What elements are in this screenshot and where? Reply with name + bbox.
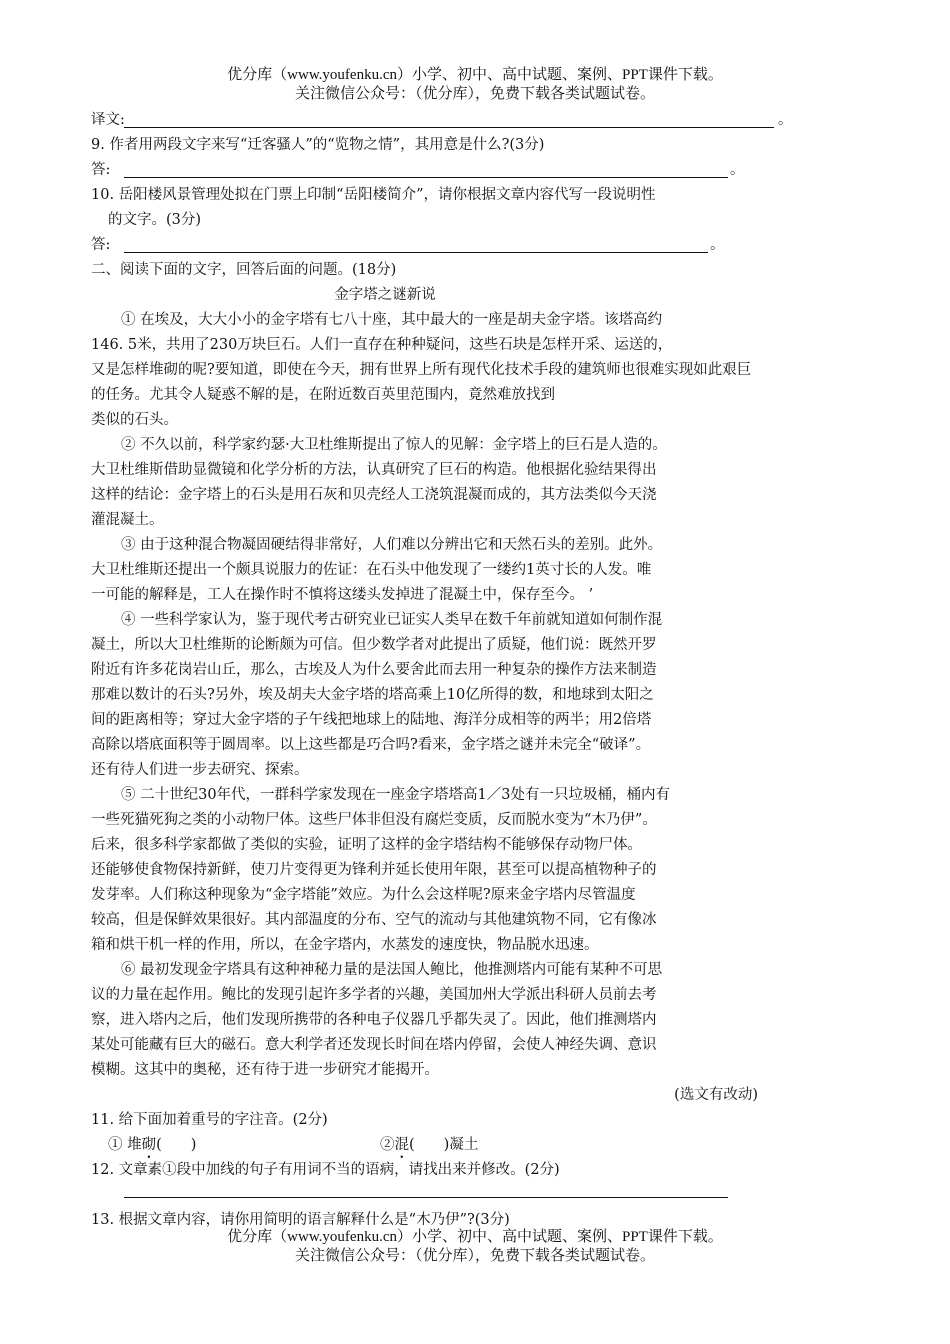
q9-answer-line (124, 177, 728, 178)
article-line: ② 不久以前，科学家约瑟·大卫杜维斯提出了惊人的见解：金字塔上的巨石是人造的。 (121, 437, 667, 453)
article-line: 附近有许多花岗岩山丘，那么，古埃及人为什么要舍此而去用一种复杂的操作方法来制造 (91, 662, 657, 678)
header-line-2: 关注微信公众号：（优分库），免费下载各类试题试卷。 (294, 86, 655, 102)
article-line: ① 在埃及，大大小小的金字塔有七八十座，其中最大的一座是胡夫金字塔。该塔高约 (121, 312, 663, 328)
article-title: 金字塔之谜新说 (334, 287, 436, 303)
q11-b-blank[interactable]: ( ) (409, 1137, 450, 1153)
article-line: ④ 一些科学家认为，鉴于现代考古研究业已证实人类早在数千年前就知道如何制作混 (121, 612, 663, 628)
q11-b-after: 凝土 (449, 1137, 479, 1153)
translation-answer-line (124, 127, 774, 128)
article-line: 还能够使食物保持新鲜，使刀片变得更为锋利并延长使用年限，甚至可以提高植物种子的 (91, 862, 657, 878)
article-line: 箱和烘干机一样的作用，所以，在金字塔内，水蒸发的速度快，物品脱水迅速。 (91, 937, 599, 953)
question-11: 11. 给下面加着重号的字注音。(2分) (91, 1112, 328, 1128)
article-line: 某处可能藏有巨大的磁石。意大利学者还发现长时间在塔内停留，会使人神经失调、意识 (91, 1037, 657, 1053)
article-line: 高除以塔底面积等于圆周率。以上这些都是巧合吗?看来，金字塔之谜并未完全“破译”。 (91, 737, 651, 753)
article-line: 大卫杜维斯借助显微镜和化学分析的方法，认真研究了巨石的构造。他根据化验结果得出 (91, 462, 657, 478)
question-13: 13. 根据文章内容，请你用简明的语言解释什么是“木乃伊”?(3分) (91, 1212, 510, 1228)
question-10-line-2: 的文字。(3分) (108, 212, 202, 228)
article-line: 较高，但是保鲜效果很好。其内部温度的分布、空气的流动与其他建筑物不同，它有像冰 (91, 912, 657, 928)
article-line: 这样的结论：金字塔上的石头是用石灰和贝壳经人工浇筑混凝而成的，其方法类似今天浇 (91, 487, 657, 503)
article-line: 模糊。这其中的奥秘，还有待于进一步研究才能揭开。 (91, 1062, 439, 1078)
q9-answer-end: 。 (730, 162, 745, 178)
article-line: ⑥ 最初发现金字塔具有这种神秘力量的是法国人鲍比，他推测塔内可能有某种不可思 (121, 962, 663, 978)
translation-end: 。 (778, 112, 793, 128)
article-line: 发芽率。人们称这种现象为“金字塔能”效应。为什么会这样呢?原来金字塔内尽管温度 (91, 887, 636, 903)
header-line-1: 优分库（www.youfenku.cn）小学、初中、高中试题、案例、PPT课件下载。 (227, 67, 723, 83)
section-2-heading: 二、阅读下面的文字，回答后面的问题。(18分) (91, 262, 397, 278)
article-line: 灌混凝土。 (91, 512, 164, 528)
article-line: 大卫杜维斯还提出一个颇具说服力的佐证：在石头中他发现了一缕约1英寸长的人发。唯 (91, 562, 652, 578)
page-footer (0, 1228, 950, 1266)
article-line: 类似的石头。 (91, 412, 178, 428)
q11-b-number: ② (380, 1137, 395, 1153)
q11-a-number: ① (108, 1137, 123, 1153)
article-line: 146. 5米，共用了230万块巨石。人们一直存在种种疑问，这些石块是怎样开采、运送的， (91, 337, 673, 353)
q11-b-emphasized-char: 混 (394, 1137, 409, 1153)
article-line: ③ 由于这种混合物凝固硬结得非常好，人们难以分辨出它和天然石头的差别。此外。 (121, 537, 663, 553)
q11-item-a (108, 1136, 196, 1154)
footer-line-1: 优分库（www.youfenku.cn）小学、初中、高中试题、案例、PPT课件下载。 (227, 1229, 723, 1245)
q11-a-before: 堆 (127, 1137, 142, 1153)
question-10-line-1: 10. 岳阳楼风景管理处拟在门票上印制“岳阳楼简介”，请你根据文章内容代写一段说明性 (91, 187, 656, 203)
q10-answer-label: 答: (91, 237, 111, 253)
q11-item-b (380, 1136, 478, 1154)
q10-answer-line (124, 252, 708, 253)
article-line: 议的力量在起作用。鲍比的发现引起许多学者的兴趣，美国加州大学派出科研人员前去考 (91, 987, 657, 1003)
article-line: 后来，很多科学家都做了类似的实验，证明了这样的金字塔结构不能够保存动物尸体。 (91, 837, 642, 853)
article-line: 那难以数计的石头?另外，埃及胡夫大金字塔的塔高乘上10亿所得的数，和地球到太阳之 (91, 687, 654, 703)
footer-line-2: 关注微信公众号：（优分库），免费下载各类试题试卷。 (294, 1248, 655, 1264)
q11-a-blank[interactable]: ( ) (156, 1137, 197, 1153)
question-9: 9. 作者用两段文字来写“迁客骚人”的“览物之情”，其用意是什么?(3分) (91, 137, 545, 153)
q12-answer-line (124, 1197, 728, 1198)
article-line: 间的距离相等；穿过大金字塔的子午线把地球上的陆地、海洋分成相等的两半；用2倍塔 (91, 712, 652, 728)
article-line: 察，进入塔内之后，他们发现所携带的各种电子仪器几乎都失灵了。因此，他们推测塔内 (91, 1012, 657, 1028)
translation-label: 译文: (91, 112, 125, 128)
article-line: 还有待人们进一步去研究、探索。 (91, 762, 309, 778)
question-12: 12. 文章素①段中加线的句子有用词不当的语病，请找出来并修改。(2分) (91, 1162, 560, 1178)
q10-answer-end: 。 (710, 237, 725, 253)
article-line: 凝土，所以大卫杜维斯的论断颇为可信。但少数学者对此提出了质疑，他们说：既然开罗 (91, 637, 657, 653)
source-note: (选文有改动) (674, 1087, 758, 1103)
q9-answer-label: 答: (91, 162, 111, 178)
q11-a-emphasized-char: 砌 (141, 1137, 157, 1153)
article-line: 的任务。尤其令人疑惑不解的是，在附近数百英里范围内，竟然难放找到 (91, 387, 555, 403)
article-line: 一可能的解释是，工人在操作时不慎将这缕头发掉进了混凝土中，保存至今。 ’ (91, 587, 594, 603)
page-header (0, 66, 950, 104)
article-line: 一些死猫死狗之类的小动物尸体。这些尸体非但没有腐烂变质，反而脱水变为“木乃伊”。 (91, 812, 657, 828)
article-line: 又是怎样堆砌的呢?要知道，即使在今天，拥有世界上所有现代化技术手段的建筑师也很难实现如此艰巨 (91, 362, 752, 378)
article-line: ⑤ 二十世纪30年代，一群科学家发现在一座金字塔塔高1／3处有一只垃圾桶，桶内有 (121, 787, 671, 803)
